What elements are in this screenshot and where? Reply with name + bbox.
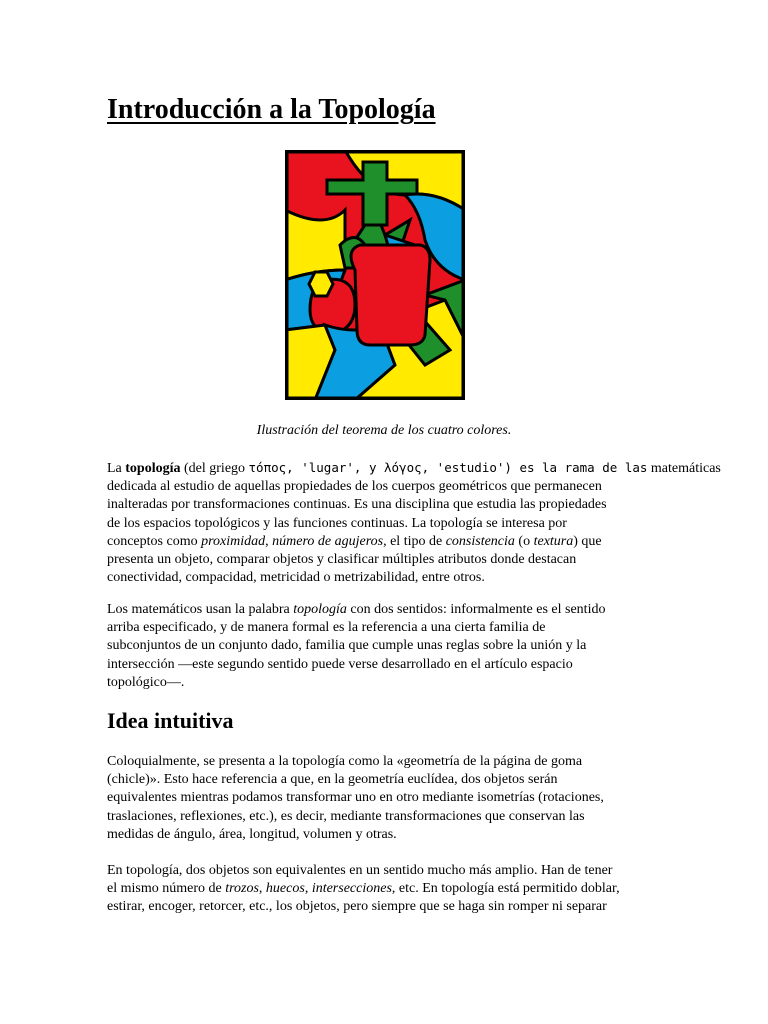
text-line <box>107 880 661 898</box>
text-line <box>107 601 661 619</box>
text-run: ) que <box>573 533 602 549</box>
text-line: subconjuntos de un conjunto dado, familia que cumple unas reglas sobre la unión y la <box>107 638 587 654</box>
italic-term: huecos <box>265 881 305 897</box>
paragraph-intro <box>107 459 721 587</box>
text-run: La <box>107 461 126 476</box>
text-line: arriba especificado, y de manera formal es la referencia a una cierta familia de <box>107 620 546 636</box>
greek-etymology: τόπος, 'lugar', y λόγος, 'estudio') es la rama de las <box>248 460 648 475</box>
page-title: Introducción a la Topología <box>107 94 436 125</box>
text-run: (del griego <box>180 461 249 476</box>
text-run: , <box>258 881 266 897</box>
text-line: estirar, encoger, retorcer, etc., los objetos, pero siempre que se haga sin romper ni separar <box>107 899 607 915</box>
italic-term: proximidad <box>201 533 266 549</box>
bold-term: topología <box>125 461 181 476</box>
four-color-illustration <box>285 150 465 400</box>
text-line: En topología, dos objetos son equivalentes en un sentido mucho más amplio. Han de tener <box>107 863 613 878</box>
paragraph-two-senses <box>107 601 661 692</box>
text-line: Coloquialmente, se presenta a la topología como la «geometría de la página de goma <box>107 754 583 769</box>
text-line: medidas de ángulo, área, longitud, volumen y otras. <box>107 826 397 842</box>
text-run: , el tipo de <box>383 533 446 549</box>
italic-term: consistencia <box>445 533 515 549</box>
section-heading: Idea intuitiva <box>107 708 234 733</box>
text-line: de los espacios topológicos y las funciones continuas. La topología se interesa por <box>107 515 567 531</box>
text-line <box>107 533 661 551</box>
text-run: , <box>265 533 273 549</box>
text-line: equivalentes mientras podamos transformar uno en otro mediante isometrías (rotaciones, <box>107 790 604 806</box>
text-run: , etc. En topología está permitido doblar, <box>391 881 620 897</box>
text-line: dedicada al estudio de aquellas propiedades de los cuerpos geométricos que permanecen <box>107 479 602 495</box>
text-line: (chicle)». Esto hace referencia a que, en la geometría euclídea, dos objetos serán <box>107 772 558 788</box>
text-line: topológico—. <box>107 674 185 690</box>
paragraph-rubber-sheet <box>107 753 661 844</box>
text-line: presenta un objeto, comparar objetos y clasificar múltiples atributos donde destacan <box>107 552 577 568</box>
italic-term: trozos <box>225 881 259 897</box>
text-run: , <box>304 881 312 897</box>
text-line: intersección —este segundo sentido puede verse desarrollado en el artículo espacio <box>107 656 573 672</box>
italic-term: topología <box>293 602 347 617</box>
italic-term: textura <box>533 533 574 549</box>
paragraph-equivalence <box>107 862 661 917</box>
italic-term: intersecciones <box>311 881 392 897</box>
text-run: con dos sentidos: informalmente es el sentido <box>346 602 606 617</box>
text-run: Los matemáticos usan la palabra <box>107 602 294 617</box>
text-run: el mismo número de <box>107 881 226 897</box>
text-line: inalteradas por transformaciones continuas. Es una disciplina que estudia las propiedades <box>107 497 607 513</box>
text-line <box>107 459 721 478</box>
four-color-svg <box>285 150 465 400</box>
text-run: matemáticas <box>647 461 721 476</box>
text-run: conceptos como <box>107 533 202 549</box>
text-line: traslaciones, reflexiones, etc.), es decir, mediante transformaciones que conservan las <box>107 808 585 824</box>
italic-term: número de agujeros <box>272 533 384 549</box>
text-line: conectividad, compacidad, metricidad o metrizabilidad, entre otros. <box>107 570 485 586</box>
text-run: (o <box>514 533 534 549</box>
figure-caption: Ilustración del teorema de los cuatro colores. <box>256 423 512 438</box>
